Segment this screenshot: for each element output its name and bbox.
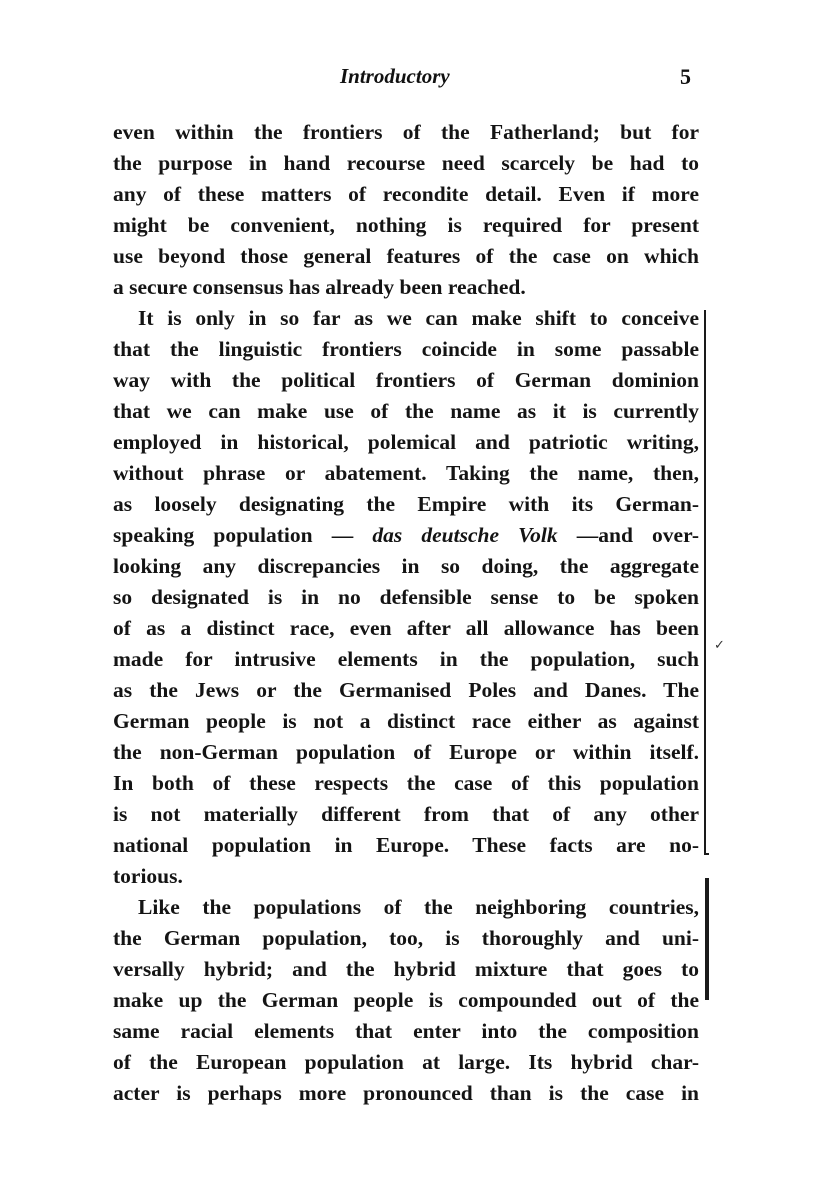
text-line: as loosely designating the Empire with its German- <box>113 492 699 516</box>
margin-line-annotation <box>704 310 706 855</box>
text-line-with-italic <box>113 520 699 551</box>
text-line: looking any discrepancies in so doing, the aggregate <box>113 554 699 578</box>
text-line: In both of these respects the case of this population <box>113 771 699 795</box>
page-number: 5 <box>680 64 691 89</box>
check-mark-icon: ✓ <box>714 638 725 653</box>
text-line: made for intrusive elements in the population, such <box>113 647 699 671</box>
text-line: way with the political frontiers of German dominion <box>113 368 699 392</box>
text-line: so designated is in no defensible sense to be spoken <box>113 585 699 609</box>
text-line: that the linguistic frontiers coincide in some passable <box>113 337 699 361</box>
text-segment: speaking population — <box>113 523 373 547</box>
text-line: might be convenient, nothing is required for present <box>113 213 699 237</box>
text-line: torious. <box>113 864 183 888</box>
text-line: Like the populations of the neighboring countries, <box>138 895 699 919</box>
running-head-title: Introductory <box>340 64 450 88</box>
text-line: a secure consensus has already been reached. <box>113 275 526 299</box>
text-line: without phrase or abatement. Taking the name, then, <box>113 461 699 485</box>
text-line: the purpose in hand recourse need scarcely be had to <box>113 151 699 175</box>
margin-line-hook <box>704 853 709 855</box>
text-line: employed in historical, polemical and patriotic writing, <box>113 430 699 454</box>
text-line: German people is not a distinct race either as against <box>113 709 699 733</box>
text-line: acter is perhaps more pronounced than is the case in <box>113 1081 699 1105</box>
text-line: make up the German people is compounded out of the <box>113 988 699 1012</box>
text-line: even within the frontiers of the Fatherland; but for <box>113 120 699 144</box>
text-line: use beyond those general features of the case on which <box>113 244 699 268</box>
text-line: It is only in so far as we can make shift to conceive <box>138 306 699 330</box>
margin-bar-annotation <box>705 878 709 1000</box>
text-line: of the European population at large. Its hybrid char- <box>113 1050 699 1074</box>
text-line: any of these matters of recondite detail. Even if more <box>113 182 699 206</box>
text-segment: —and over- <box>557 523 699 547</box>
text-line: that we can make use of the name as it is currently <box>113 399 699 423</box>
text-line: of as a distinct race, even after all allowance has been <box>113 616 699 640</box>
text-line: the German population, too, is thoroughly and uni- <box>113 926 699 950</box>
text-line: versally hybrid; and the hybrid mixture that goes to <box>113 957 699 981</box>
text-line: is not materially different from that of any other <box>113 802 699 826</box>
text-line: as the Jews or the Germanised Poles and Danes. The <box>113 678 699 702</box>
text-line: the non-German population of Europe or within itself. <box>113 740 699 764</box>
text-line: national population in Europe. These facts are no- <box>113 833 699 857</box>
italic-phrase: das deutsche Volk <box>372 523 558 547</box>
text-line: same racial elements that enter into the composition <box>113 1019 699 1043</box>
